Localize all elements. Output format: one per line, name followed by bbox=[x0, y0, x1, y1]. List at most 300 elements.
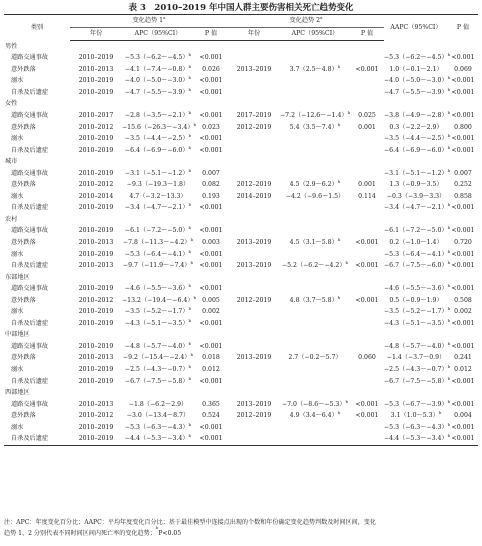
apc-2: 2.7（−0.2～5.7） bbox=[288, 354, 342, 362]
years-2: 2013–2019 bbox=[236, 354, 272, 362]
apc-1: −4.1（−7.4～−0.8）$^b$ bbox=[124, 63, 192, 73]
years-1: 2010–2019 bbox=[78, 285, 114, 293]
aapc: −4.8（−5.7～−4.0）$^b$ bbox=[384, 340, 451, 350]
years-1: 2010–2017 bbox=[78, 111, 114, 119]
section-label: 东部地区 bbox=[5, 273, 30, 281]
p-value-aapc: <0.001 bbox=[451, 54, 475, 62]
section-row bbox=[4, 156, 478, 168]
p-value-2 bbox=[350, 341, 384, 353]
p-value-2: <0.001 bbox=[355, 262, 379, 270]
p-value-2 bbox=[350, 422, 384, 434]
years-1: 2010–2019 bbox=[70, 434, 122, 446]
cause-label: 意外跌落 bbox=[11, 65, 36, 73]
years-1: 2010–2019 bbox=[78, 204, 114, 212]
p-value-aapc: <0.001 bbox=[451, 135, 475, 143]
p-value-1: <0.001 bbox=[199, 377, 223, 385]
cause-label: 道路交通事故 bbox=[11, 111, 49, 119]
p-value-2: <0.001 bbox=[355, 296, 379, 304]
apc-2 bbox=[280, 376, 350, 388]
p-value-aapc: <0.001 bbox=[451, 204, 475, 212]
aapc: −3.5（−4.4～−2.5）$^b$ bbox=[384, 133, 451, 143]
aapc: −1.4（−3.7～0.9） bbox=[386, 354, 446, 362]
p-value-2: 0.025 bbox=[358, 111, 376, 119]
apc-2: 5.4（3.5～7.4）$^b$ bbox=[289, 121, 341, 131]
years-2 bbox=[228, 53, 280, 65]
aapc: −6.7（−7.5～−5.8）$^b$ bbox=[384, 375, 451, 385]
p-value-1: 0.003 bbox=[202, 238, 220, 246]
aapc: −3.8（−4.9～−2.8）$^b$ bbox=[384, 109, 451, 119]
p-value-1: 0.524 bbox=[202, 412, 220, 420]
years-2 bbox=[228, 364, 280, 376]
apc-1: −2.5（−4.3～−0.7）$^b$ bbox=[124, 363, 192, 373]
years-1: 2010–2019 bbox=[78, 54, 114, 62]
header-p-aapc: P 值 bbox=[448, 15, 478, 41]
p-value-aapc: 0.800 bbox=[454, 123, 472, 131]
apc-2: 4.8（3.7～5.8）$^b$ bbox=[289, 294, 341, 304]
cause-label: 意外跌落 bbox=[11, 296, 36, 304]
p-value-1: 0.082 bbox=[202, 181, 220, 189]
p-value-aapc: <0.001 bbox=[451, 285, 475, 293]
years-1: 2010–2019 bbox=[78, 88, 114, 96]
cause-label: 溺水 bbox=[11, 365, 24, 373]
aapc: −6.1（−7.2～−5.0）$^b$ bbox=[384, 225, 451, 235]
aapc: −0.3（−3.9～3.3） bbox=[386, 192, 446, 200]
header-p-2: P 值 bbox=[350, 28, 384, 41]
p-value-1: 0.193 bbox=[202, 192, 220, 200]
cause-label: 溺水 bbox=[11, 77, 24, 85]
header-apc-2: APC（95%CI） bbox=[280, 28, 350, 41]
p-value-aapc: 0.004 bbox=[454, 412, 472, 420]
years-1: 2010–2019 bbox=[78, 227, 114, 235]
cause-label: 自杀及后遗症 bbox=[11, 377, 49, 385]
p-value-1: 0.026 bbox=[202, 65, 220, 73]
years-1: 2010–2019 bbox=[78, 377, 114, 385]
p-value-2 bbox=[350, 434, 384, 446]
section-label: 农村 bbox=[5, 215, 18, 223]
header-trend1: 变化趋势 1$^a$ bbox=[70, 15, 228, 28]
cause-label: 意外跌落 bbox=[11, 123, 36, 131]
cause-label: 溺水 bbox=[11, 308, 24, 316]
apc-2 bbox=[280, 53, 350, 65]
p-value-1: <0.001 bbox=[199, 204, 223, 212]
aapc: −4.7（−5.5～−3.9）$^b$ bbox=[384, 86, 451, 96]
apc-2 bbox=[280, 133, 350, 145]
years-1: 2010–2013 bbox=[78, 238, 114, 246]
apc-1: −3.4（−4.7～−2.1）$^b$ bbox=[124, 202, 192, 212]
p-value-1: <0.001 bbox=[199, 111, 223, 119]
years-1: 2010–2013 bbox=[78, 354, 114, 362]
cause-label: 自杀及后遗症 bbox=[11, 319, 49, 327]
aapc: −4.0（−5.0～−3.0）$^b$ bbox=[384, 75, 451, 85]
p-value-2 bbox=[350, 307, 384, 319]
data-table bbox=[4, 14, 478, 446]
apc-2 bbox=[280, 341, 350, 353]
p-value-aapc: 0.720 bbox=[454, 238, 472, 246]
years-2 bbox=[228, 168, 280, 180]
p-value-1: 0.018 bbox=[202, 354, 220, 362]
p-value-aapc: <0.001 bbox=[451, 111, 475, 119]
years-1: 2010–2019 bbox=[78, 342, 114, 350]
cause-label: 意外跌落 bbox=[11, 181, 36, 189]
cause-label: 道路交通事故 bbox=[11, 342, 49, 350]
years-2: 2012–2019 bbox=[236, 412, 272, 420]
table-row bbox=[4, 53, 478, 65]
p-value-aapc: <0.001 bbox=[451, 319, 475, 327]
years-2: 2013–2019 bbox=[236, 400, 272, 408]
apc-1: −9.7（−11.9～−7.4）$^b$ bbox=[122, 260, 194, 270]
apc-2: 4.9（3.4～6.4）$^b$ bbox=[289, 410, 341, 420]
apc-1: −4.8（−5.7～−4.0）$^b$ bbox=[124, 340, 192, 350]
p-value-aapc: 0.002 bbox=[454, 308, 472, 316]
p-value-1: <0.001 bbox=[199, 77, 223, 85]
apc-1: −3.1（−5.1～−1.2）$^b$ bbox=[124, 167, 192, 177]
apc-1: −5.3（−6.2～−4.5）$^b$ bbox=[124, 52, 192, 62]
header-years-1: 年份 bbox=[70, 28, 122, 41]
years-2: 2012–2019 bbox=[236, 181, 272, 189]
p-value-aapc: 0.007 bbox=[454, 169, 472, 177]
table-row bbox=[4, 411, 478, 423]
section-row bbox=[4, 214, 478, 226]
apc-1: −4.0（−5.0～−3.0）$^b$ bbox=[124, 75, 192, 85]
years-2: 2013–2019 bbox=[236, 262, 272, 270]
years-2 bbox=[228, 87, 280, 99]
p-value-1: <0.001 bbox=[199, 146, 223, 154]
header-p-1: P 值 bbox=[194, 28, 228, 41]
p-value-aapc: 0.012 bbox=[454, 365, 472, 373]
table-row bbox=[4, 87, 478, 99]
years-2 bbox=[228, 376, 280, 388]
p-value-2 bbox=[350, 87, 384, 99]
apc-1: −3.0（−13.4～8.7） bbox=[126, 412, 190, 420]
p-value-aapc: <0.001 bbox=[451, 88, 475, 96]
apc-2: −7.0（−8.6～−5.3）$^b$ bbox=[281, 398, 349, 408]
table-body bbox=[4, 41, 478, 446]
years-2 bbox=[228, 203, 280, 215]
p-value-aapc: <0.001 bbox=[451, 250, 475, 258]
table-row bbox=[4, 399, 478, 411]
apc-2 bbox=[280, 145, 350, 157]
apc-2: 4.5（3.1～5.8）$^b$ bbox=[289, 236, 341, 246]
cause-label: 自杀及后遗症 bbox=[11, 262, 49, 270]
aapc: −3.1（−5.1～−1.2）$^b$ bbox=[384, 167, 451, 177]
years-1: 2010–2019 bbox=[78, 169, 114, 177]
apc-2 bbox=[280, 249, 350, 261]
p-value-2 bbox=[350, 283, 384, 295]
p-value-2 bbox=[350, 226, 384, 238]
p-value-2 bbox=[350, 76, 384, 88]
aapc: 1.0（−0.1～2.1） bbox=[389, 65, 443, 73]
apc-1: −5.3（−6.3～−4.3）$^b$ bbox=[124, 421, 192, 431]
table-row bbox=[4, 353, 478, 365]
p-value-aapc: 0.252 bbox=[454, 181, 472, 189]
years-1: 2010–2012 bbox=[78, 181, 114, 189]
apc-2 bbox=[280, 422, 350, 434]
p-value-2: <0.001 bbox=[355, 238, 379, 246]
aapc: 0.5（−0.9～1.9） bbox=[389, 296, 443, 304]
years-2 bbox=[228, 76, 280, 88]
p-value-2 bbox=[350, 249, 384, 261]
years-1: 2010–2019 bbox=[78, 319, 114, 327]
apc-2: −5.2（−6.2～−4.2）$^b$ bbox=[281, 260, 349, 270]
apc-2: −4.2（−9.6～1.5） bbox=[285, 192, 345, 200]
years-2 bbox=[228, 318, 280, 330]
p-value-aapc: 0.241 bbox=[454, 354, 472, 362]
footnote-line-2: 趋势 1、2 分别代表不同时间区间内死亡率的变化趋势；$^b$P<0.05 bbox=[4, 525, 182, 537]
apc-2 bbox=[280, 168, 350, 180]
years-1: 2010–2019 bbox=[78, 146, 114, 154]
years-2: 2017–2019 bbox=[236, 111, 272, 119]
p-value-2 bbox=[350, 168, 384, 180]
table-footnote bbox=[4, 517, 480, 539]
apc-2 bbox=[280, 434, 350, 446]
p-value-1: <0.001 bbox=[199, 262, 223, 270]
p-value-2 bbox=[350, 133, 384, 145]
apc-2: 3.7（2.5～4.8）$^b$ bbox=[289, 63, 341, 73]
cause-label: 道路交通事故 bbox=[11, 227, 49, 235]
apc-1: −6.4（−6.9～−6.0）$^b$ bbox=[124, 144, 192, 154]
p-value-1: 0.007 bbox=[202, 169, 220, 177]
table-row bbox=[4, 434, 478, 446]
aapc: 3.1（1.0～5.3）$^b$ bbox=[390, 410, 442, 420]
table-row bbox=[4, 307, 478, 319]
aapc: −4.4（−5.3～−3.4）$^b$ bbox=[384, 434, 448, 446]
p-value-aapc: <0.001 bbox=[451, 146, 475, 154]
aapc: −2.5（−4.3～−0.7）$^b$ bbox=[384, 363, 451, 373]
p-value-2: 0.060 bbox=[358, 354, 376, 362]
p-value-aapc: <0.001 bbox=[451, 342, 475, 350]
apc-1: −5.3（−6.4～−4.1）$^b$ bbox=[124, 248, 192, 258]
years-2: 2013–2019 bbox=[236, 238, 272, 246]
cause-label: 道路交通事故 bbox=[11, 169, 49, 177]
p-value-1: 0.365 bbox=[202, 400, 220, 408]
cause-label: 道路交通事故 bbox=[11, 400, 49, 408]
table-row bbox=[4, 376, 478, 388]
p-value-1: 0.012 bbox=[202, 365, 220, 373]
apc-2 bbox=[280, 87, 350, 99]
years-2 bbox=[228, 145, 280, 157]
years-2: 2012–2019 bbox=[236, 123, 272, 131]
apc-1: −4.7（−5.5～−3.9）$^b$ bbox=[124, 86, 192, 96]
p-value-2: 0.114 bbox=[358, 192, 376, 200]
p-value-1: <0.001 bbox=[199, 135, 223, 143]
apc-1: −4.4（−5.3～−3.4）$^b$ bbox=[122, 434, 194, 446]
table-row bbox=[4, 237, 478, 249]
years-1: 2010–2019 bbox=[78, 77, 114, 85]
table-row bbox=[4, 76, 478, 88]
p-value-aapc: <0.001 bbox=[451, 423, 475, 431]
years-1: 2010–2014 bbox=[78, 192, 114, 200]
years-1: 2010–2019 bbox=[78, 135, 114, 143]
apc-1: −4.6（−5.5～−3.6）$^b$ bbox=[124, 283, 192, 293]
years-2 bbox=[228, 226, 280, 238]
years-2: 2012–2019 bbox=[236, 296, 272, 304]
table-title: 表 3 2010–2019 年中国人群主要伤害相关死亡趋势变化 bbox=[128, 3, 354, 13]
years-1: 2010–2019 bbox=[78, 250, 114, 258]
apc-1: −9.3（−19.3～1.8） bbox=[126, 181, 190, 189]
p-value-1: <0.001 bbox=[199, 285, 223, 293]
years-2 bbox=[228, 341, 280, 353]
years-1: 2010–2012 bbox=[78, 296, 114, 304]
table-row bbox=[4, 191, 478, 203]
p-value-aapc: 0.858 bbox=[454, 192, 472, 200]
table-row bbox=[4, 341, 478, 353]
aapc: 0.2（−1.0～1.4） bbox=[389, 238, 443, 246]
section-row bbox=[4, 272, 478, 284]
section-label: 西部地区 bbox=[5, 389, 30, 397]
table-row bbox=[4, 133, 478, 145]
aapc: 1.3（−0.9～3.5） bbox=[389, 181, 443, 189]
table-row bbox=[4, 122, 478, 134]
table-row bbox=[4, 145, 478, 157]
apc-2: −7.2（−12.6～−1.4）$^b$ bbox=[280, 109, 351, 119]
cause-label: 溺水 bbox=[11, 192, 24, 200]
apc-1: 4.7（−3.2～13.3） bbox=[129, 192, 187, 200]
p-value-1: 0.002 bbox=[202, 308, 220, 316]
p-value-2: <0.001 bbox=[355, 65, 379, 73]
aapc: −4.6（−5.5～−3.6）$^b$ bbox=[384, 283, 451, 293]
p-value-1: <0.001 bbox=[199, 423, 223, 431]
p-value-2 bbox=[350, 53, 384, 65]
p-value-2: 0.001 bbox=[358, 123, 376, 131]
cause-label: 意外跌落 bbox=[11, 412, 36, 420]
p-value-aapc: <0.001 bbox=[448, 434, 478, 446]
cause-label: 自杀及后遗症 bbox=[11, 146, 49, 154]
cause-label: 溺水 bbox=[11, 423, 24, 431]
p-value-2: 0.001 bbox=[358, 181, 376, 189]
p-value-aapc: 0.069 bbox=[454, 65, 472, 73]
p-value-2 bbox=[350, 318, 384, 330]
apc-1: −13.2（−19.4～−6.4）$^b$ bbox=[122, 294, 197, 304]
p-value-1: <0.001 bbox=[194, 434, 228, 446]
aapc: −5.3（−6.3～−4.3）$^b$ bbox=[384, 421, 451, 431]
years-2 bbox=[228, 434, 280, 446]
aapc: −5.3（−6.7～−3.9）$^b$ bbox=[384, 398, 451, 408]
p-value-aapc: <0.001 bbox=[451, 77, 475, 85]
p-value-2: <0.001 bbox=[355, 412, 379, 420]
p-value-2 bbox=[350, 203, 384, 215]
aapc: −3.4（−4.7～−2.1）$^b$ bbox=[384, 202, 451, 212]
years-1: 2010–2019 bbox=[78, 365, 114, 373]
header-trend2: 变化趋势 2$^a$ bbox=[228, 15, 384, 28]
apc-1: −2.8（−3.5～−2.1）$^b$ bbox=[124, 109, 192, 119]
p-value-1: <0.001 bbox=[199, 319, 223, 327]
p-value-2 bbox=[350, 376, 384, 388]
cause-label: 自杀及后遗症 bbox=[11, 204, 49, 212]
header-category: 类别 bbox=[4, 15, 70, 41]
table-row bbox=[4, 318, 478, 330]
years-2 bbox=[228, 422, 280, 434]
p-value-1: <0.001 bbox=[199, 250, 223, 258]
table-row bbox=[4, 110, 478, 122]
cause-label: 意外跌落 bbox=[11, 238, 36, 246]
years-1: 2010–2019 bbox=[78, 308, 114, 316]
section-label: 男性 bbox=[5, 42, 18, 50]
table-row bbox=[4, 249, 478, 261]
apc-1: −15.6（−26.3～−3.4）$^b$ bbox=[122, 121, 197, 131]
p-value-1: 0.023 bbox=[202, 123, 220, 131]
section-row bbox=[4, 330, 478, 342]
years-2 bbox=[228, 133, 280, 145]
apc-1: −3.5（−5.2～−1.7）$^b$ bbox=[124, 306, 192, 316]
p-value-aapc: <0.001 bbox=[451, 400, 475, 408]
apc-1: −6.7（−7.5～−5.8）$^b$ bbox=[124, 375, 192, 385]
p-value-2 bbox=[350, 364, 384, 376]
footnote-line-1: 注：APC：年度变化百分比；AAPC：平均年度变化百分比；基于最佳模型中连接点出现的个数和年份确定变化趋势判数及时间区间，变化 bbox=[4, 519, 376, 526]
aapc: −6.4（−6.9～−6.0）$^b$ bbox=[384, 144, 451, 154]
apc-1: −3.5（−4.4～−2.5）$^b$ bbox=[124, 133, 192, 143]
years-2 bbox=[228, 307, 280, 319]
section-row bbox=[4, 387, 478, 399]
years-2 bbox=[228, 249, 280, 261]
apc-2 bbox=[280, 318, 350, 330]
p-value-1: <0.001 bbox=[199, 342, 223, 350]
table-row bbox=[4, 168, 478, 180]
apc-2 bbox=[280, 307, 350, 319]
table-row bbox=[4, 295, 478, 307]
section-row bbox=[4, 99, 478, 111]
table-row bbox=[4, 422, 478, 434]
p-value-1: <0.001 bbox=[199, 54, 223, 62]
years-1: 2010–2019 bbox=[78, 423, 114, 431]
years-2 bbox=[228, 283, 280, 295]
apc-2 bbox=[280, 283, 350, 295]
apc-2 bbox=[280, 203, 350, 215]
table-row bbox=[4, 283, 478, 295]
table-row bbox=[4, 260, 478, 272]
p-value-1: <0.001 bbox=[199, 227, 223, 235]
cause-label: 自杀及后遗症 bbox=[4, 434, 70, 446]
section-label: 城市 bbox=[5, 158, 18, 166]
cause-label: 意外跌落 bbox=[11, 354, 36, 362]
p-value-2 bbox=[350, 145, 384, 157]
apc-1: −1.8（−6.2～2.9） bbox=[128, 400, 188, 408]
years-2: 2013–2019 bbox=[236, 65, 272, 73]
table-row bbox=[4, 226, 478, 238]
years-1: 2010–2013 bbox=[78, 262, 114, 270]
section-label: 中部地区 bbox=[5, 331, 30, 339]
aapc: −4.3（−5.1～−3.5）$^b$ bbox=[384, 317, 451, 327]
years-1: 2010–2013 bbox=[78, 65, 114, 73]
p-value-aapc: <0.001 bbox=[451, 227, 475, 235]
p-value-1: <0.001 bbox=[199, 88, 223, 96]
apc-2: 4.5（2.9～6.2）$^b$ bbox=[289, 179, 341, 189]
apc-2 bbox=[280, 226, 350, 238]
header-apc-1: APC（95%CI） bbox=[122, 28, 194, 41]
section-label: 女性 bbox=[5, 100, 18, 108]
header-aapc: AAPC（95%CI） bbox=[384, 15, 448, 41]
apc-1: −7.8（−11.3～−4.2）$^b$ bbox=[122, 236, 194, 246]
years-1: 2010–2012 bbox=[78, 412, 114, 420]
p-value-2: <0.001 bbox=[355, 400, 379, 408]
cause-label: 自杀及后遗症 bbox=[11, 88, 49, 96]
header-years-2: 年份 bbox=[228, 28, 280, 41]
years-2: 2014–2019 bbox=[236, 192, 272, 200]
aapc: −6.7（−7.5～−6.0）$^b$ bbox=[384, 260, 451, 270]
years-1: 2010–2012 bbox=[78, 123, 114, 131]
apc-1: −4.3（−5.1～−3.5）$^b$ bbox=[124, 317, 192, 327]
aapc: −3.5（−5.2～−1.7）$^b$ bbox=[384, 306, 451, 316]
p-value-aapc: <0.001 bbox=[451, 377, 475, 385]
years-1: 2010–2013 bbox=[78, 400, 114, 408]
apc-1: −6.1（−7.2～−5.0）$^b$ bbox=[124, 225, 192, 235]
apc-1: −9.2（−15.4～−2.4）$^b$ bbox=[122, 352, 194, 362]
apc-2 bbox=[280, 76, 350, 88]
aapc: −5.3（−6.4～−4.1）$^b$ bbox=[384, 248, 451, 258]
table-row bbox=[4, 180, 478, 192]
table-row bbox=[4, 203, 478, 215]
p-value-aapc: <0.001 bbox=[451, 262, 475, 270]
cause-label: 道路交通事故 bbox=[11, 54, 49, 62]
